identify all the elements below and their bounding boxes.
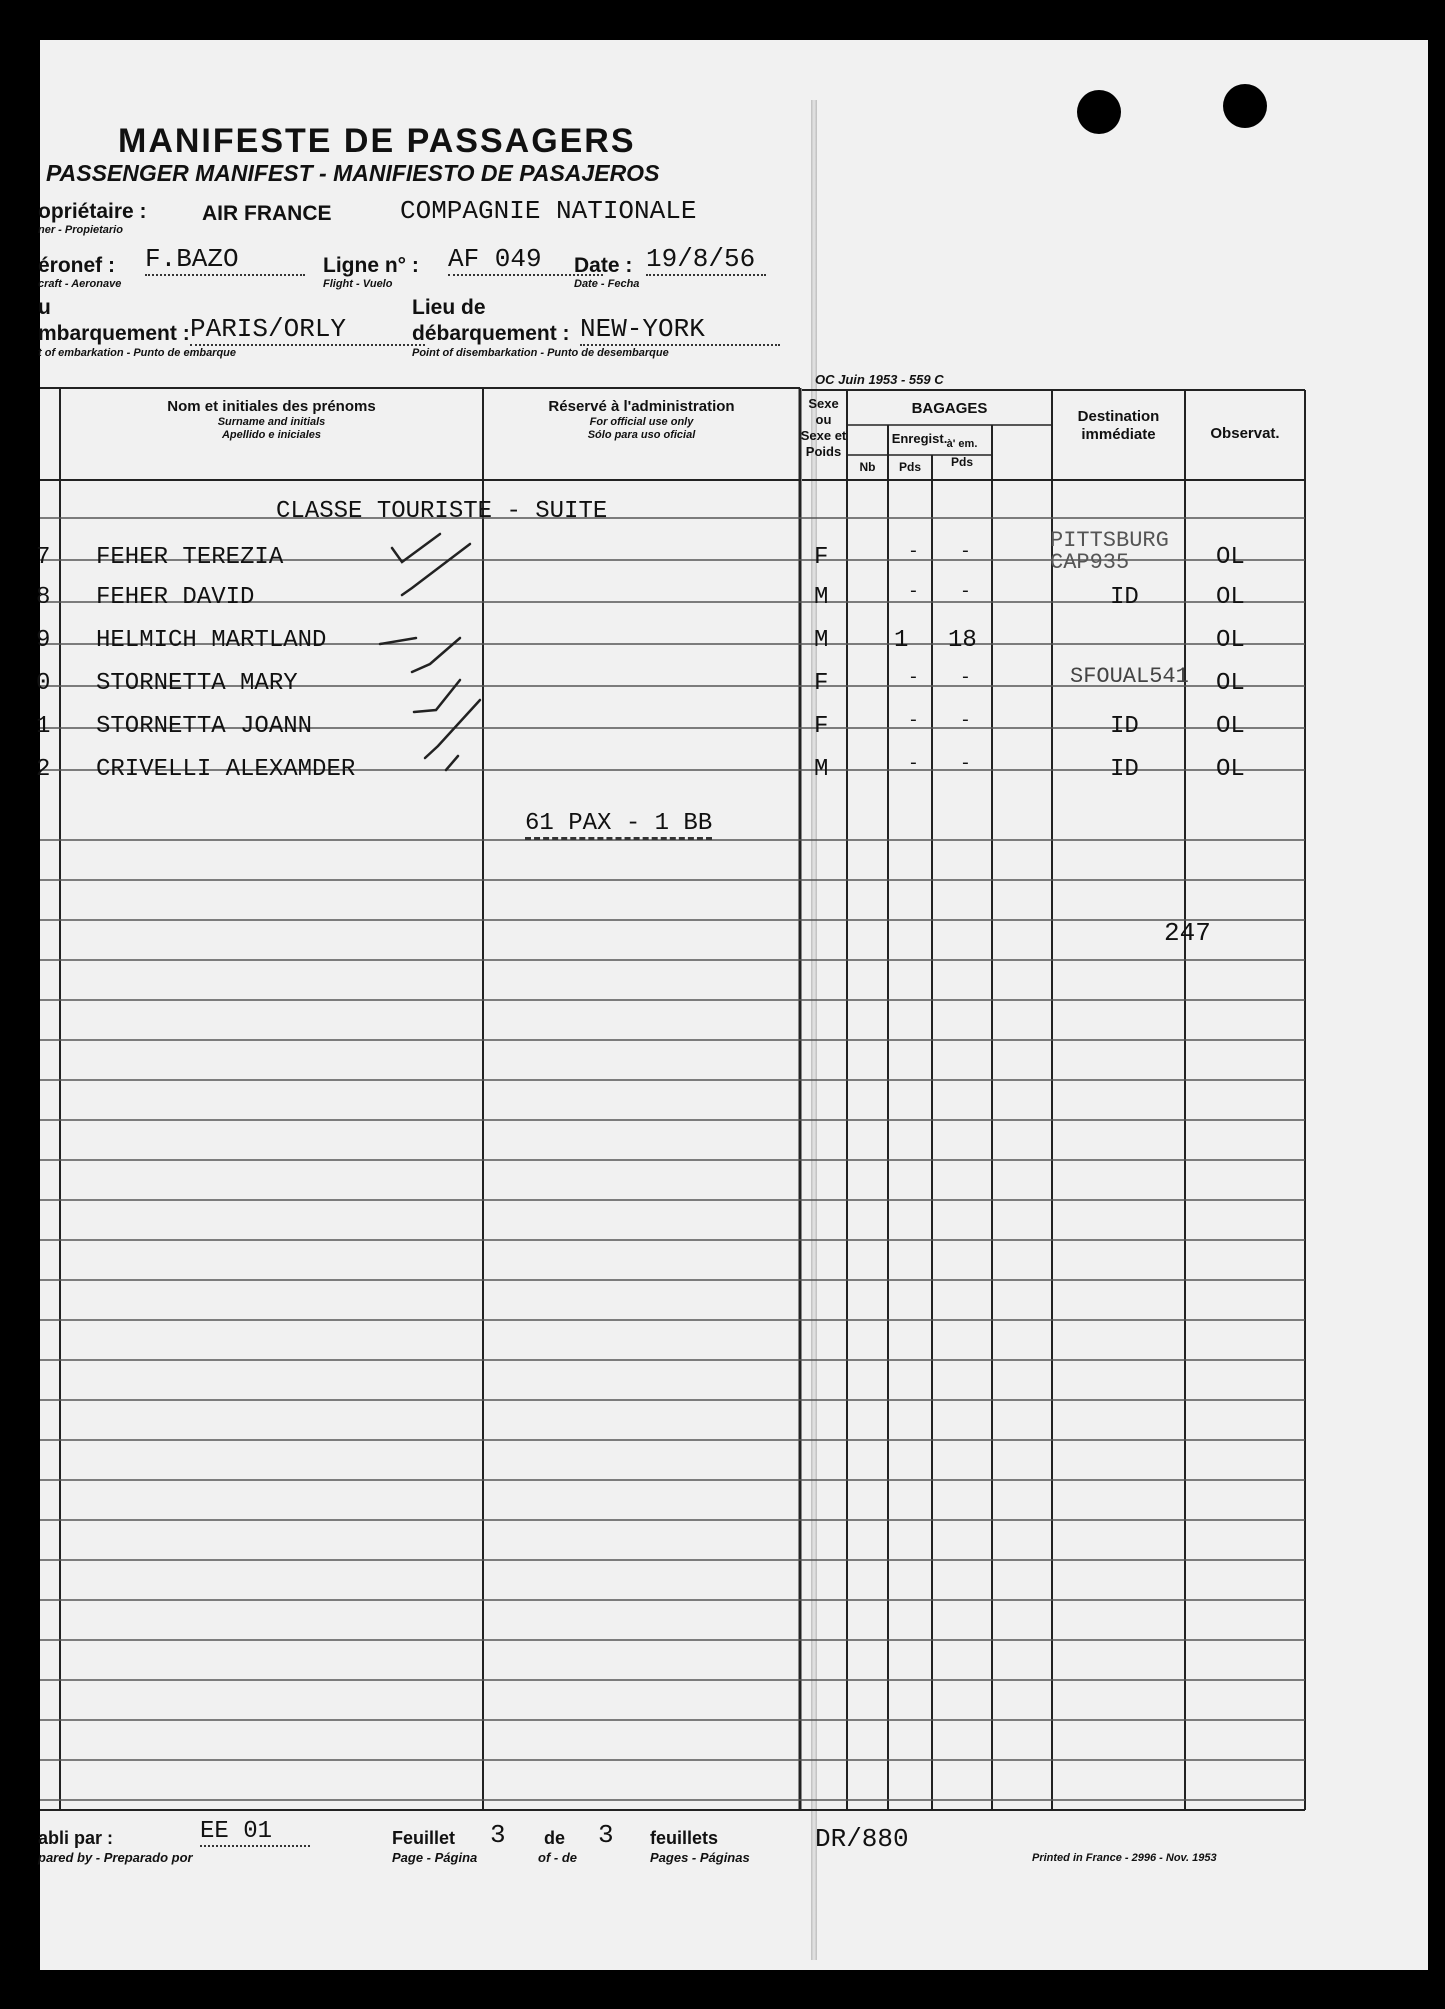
row-number: 9 bbox=[36, 627, 51, 654]
passenger-name: FEHER DAVID bbox=[96, 584, 255, 611]
embark-prefix: u bbox=[38, 296, 51, 319]
passenger-name: STORNETTA JOANN bbox=[96, 713, 313, 740]
of-label: de bbox=[544, 1828, 566, 1848]
passenger-name: FEHER TEREZIA bbox=[96, 544, 284, 571]
admin-sub-en: For official use only bbox=[589, 416, 694, 428]
passenger-sex: M bbox=[814, 627, 829, 654]
passenger-total: 61 PAX - 1 BB bbox=[525, 810, 712, 840]
observation: OL bbox=[1216, 544, 1245, 571]
flight-sublabel: Flight - Vuelo bbox=[323, 278, 393, 290]
baggage-header: BAGAGES bbox=[911, 400, 988, 417]
destination: ID bbox=[1110, 756, 1139, 783]
section-label: CLASSE TOURISTE - SUITE bbox=[276, 498, 608, 525]
observation: OL bbox=[1216, 756, 1245, 783]
disembark-value: NEW-YORK bbox=[580, 314, 780, 346]
sex-line-4: Poids bbox=[805, 444, 842, 459]
destination: ID bbox=[1110, 584, 1139, 611]
archive-page-number: 247 bbox=[1164, 918, 1211, 948]
sex-line-3: Sexe et bbox=[800, 428, 847, 443]
passenger-name: HELMICH MARTLAND bbox=[96, 627, 327, 654]
admin-sub-es: Sólo para uso oficial bbox=[587, 429, 696, 441]
form-title: MANIFESTE DE PASSAGERS bbox=[118, 122, 636, 160]
owner-printed: AIR FRANCE bbox=[202, 202, 332, 225]
admin-title: Réservé à l'administration bbox=[548, 398, 735, 415]
flight-value: AF 049 bbox=[448, 244, 603, 276]
observation: OL bbox=[1216, 627, 1245, 654]
passenger-sex: F bbox=[814, 544, 829, 571]
baggage-weight: - bbox=[960, 668, 971, 688]
aircraft-label: éronef : bbox=[38, 254, 116, 277]
form-code: OC Juin 1953 - 559 C bbox=[815, 372, 944, 387]
date-sublabel: Date - Fecha bbox=[574, 278, 640, 290]
baggage-count: 1 bbox=[894, 627, 909, 654]
date-label: Date : bbox=[574, 254, 633, 277]
destination: SFOUAL541 bbox=[1070, 664, 1189, 689]
baggage-weight: 18 bbox=[948, 627, 977, 654]
passenger-name: STORNETTA MARY bbox=[96, 670, 298, 697]
of-value: 3 bbox=[598, 1820, 614, 1850]
row-number: 0 bbox=[36, 670, 51, 697]
row-number: 1 bbox=[36, 713, 51, 740]
baggage-weight: - bbox=[960, 754, 971, 774]
passenger-name: CRIVELLI ALEXAMDER bbox=[96, 756, 356, 783]
destination: PITTSBURG CAP935 bbox=[1050, 528, 1169, 575]
owner-sublabel: ner - Propietario bbox=[38, 224, 123, 236]
disembark-label-1: Lieu de bbox=[412, 296, 486, 319]
registered-header: Enregist. bbox=[891, 431, 948, 446]
baggage-weight: - bbox=[960, 711, 971, 731]
baggage-count: - bbox=[908, 668, 919, 688]
aircraft-value: F.BAZO bbox=[145, 244, 305, 276]
sheet-value: 3 bbox=[490, 1820, 506, 1850]
manifest-sheet bbox=[36, 40, 1428, 1970]
observations-header: Observat. bbox=[1210, 425, 1280, 442]
owner-typed: COMPAGNIE NATIONALE bbox=[400, 196, 697, 226]
of-sublabel: of - de bbox=[538, 1850, 577, 1865]
baggage-count: - bbox=[908, 542, 919, 562]
observation: OL bbox=[1216, 713, 1245, 740]
check-marks bbox=[40, 40, 1428, 1970]
names-sub-en: Surname and initials bbox=[217, 416, 326, 428]
prepared-value: EE 01 bbox=[200, 1818, 310, 1847]
prepared-sublabel: pared by - Preparado por bbox=[38, 1850, 193, 1865]
printer-line: Printed in France - 2996 - Nov. 1953 bbox=[1032, 1852, 1217, 1864]
destination-line-2: immédiate bbox=[1081, 426, 1156, 443]
passenger-sex: F bbox=[814, 713, 829, 740]
aircraft-sublabel: craft - Aeronave bbox=[38, 278, 122, 290]
row-number: 7 bbox=[36, 544, 51, 571]
embark-label: mbarquement : bbox=[38, 322, 190, 345]
sex-line-1: Sexe bbox=[808, 396, 839, 411]
reference-number: DR/880 bbox=[815, 1824, 909, 1854]
destination-line-1: Destination bbox=[1077, 408, 1160, 425]
sheets-sublabel: Pages - Páginas bbox=[650, 1850, 750, 1865]
embark-sublabel: t of embarkation - Punto de embarque bbox=[38, 347, 237, 359]
weight-header: Pds bbox=[898, 460, 921, 474]
destination: ID bbox=[1110, 713, 1139, 740]
passenger-sex: F bbox=[814, 670, 829, 697]
passenger-sex: M bbox=[814, 584, 829, 611]
embark-value: PARIS/ORLY bbox=[190, 314, 425, 346]
hand-line-2: Pds bbox=[950, 455, 973, 469]
sex-line-2: ou bbox=[815, 412, 832, 427]
baggage-count: - bbox=[908, 582, 919, 602]
baggage-weight: - bbox=[960, 582, 971, 602]
baggage-count: - bbox=[908, 754, 919, 774]
owner-label: opriétaire : bbox=[38, 200, 147, 223]
disembark-sublabel: Point of disembarkation - Punto de desembarque bbox=[412, 347, 669, 359]
count-header: Nb bbox=[859, 460, 876, 474]
row-number: 2 bbox=[36, 756, 51, 783]
sheets-label: feuillets bbox=[650, 1828, 719, 1848]
row-number: 8 bbox=[36, 584, 51, 611]
hand-line-1: à' em. bbox=[946, 438, 978, 450]
observation: OL bbox=[1216, 670, 1245, 697]
flight-label: Ligne n° : bbox=[323, 254, 419, 277]
sheet-label: Feuillet bbox=[392, 1828, 456, 1848]
form-subtitle: PASSENGER MANIFEST - MANIFIESTO DE PASAJEROS bbox=[46, 160, 660, 186]
names-sub-es: Apellido e iniciales bbox=[221, 429, 322, 441]
disembark-label-2: débarquement : bbox=[412, 322, 570, 345]
date-value: 19/8/56 bbox=[646, 244, 766, 276]
prepared-label: abli par : bbox=[38, 1828, 114, 1848]
passenger-sex: M bbox=[814, 756, 829, 783]
baggage-count: - bbox=[908, 711, 919, 731]
sheet-sublabel: Page - Página bbox=[392, 1850, 478, 1865]
baggage-weight: - bbox=[960, 542, 971, 562]
names-title: Nom et initiales des prénoms bbox=[167, 398, 376, 415]
observation: OL bbox=[1216, 584, 1245, 611]
